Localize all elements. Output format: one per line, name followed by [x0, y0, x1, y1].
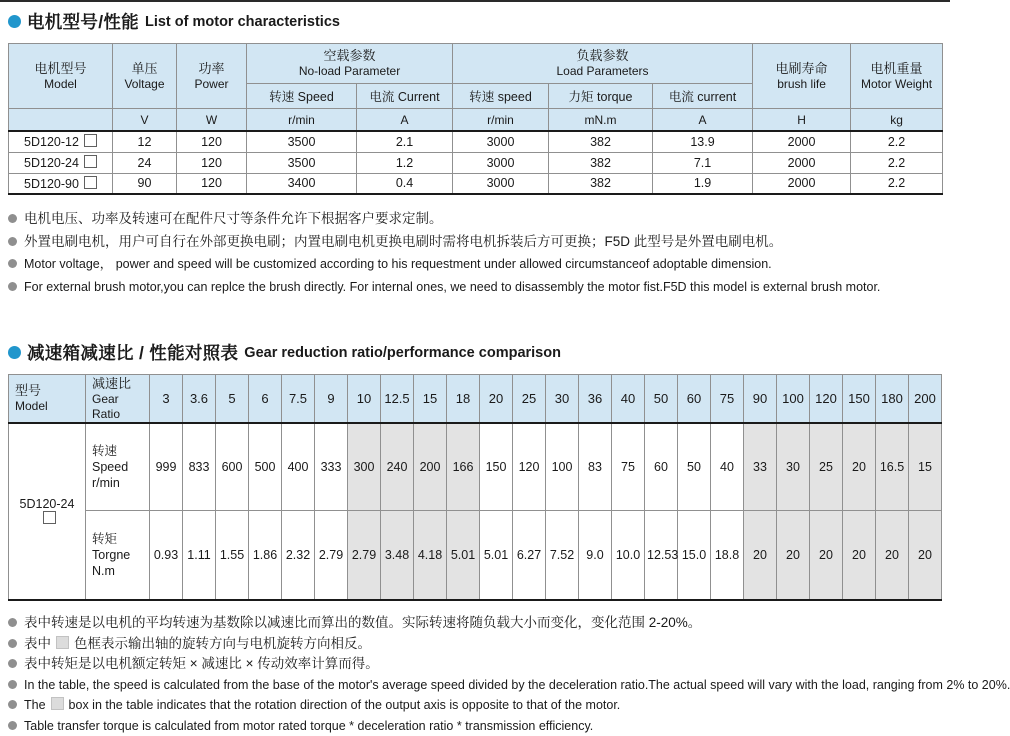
motor-value-cell: 3000 [453, 152, 549, 173]
motor-value-cell: 382 [549, 152, 653, 173]
speed-row-label [86, 423, 150, 511]
speed-value-cell: 50 [678, 423, 711, 511]
speed-value-cell: 240 [381, 423, 414, 511]
subheader-load-torque: 力矩 torque [549, 84, 653, 109]
torque-value-cell: 1.86 [249, 511, 282, 601]
ratio-header-cell: 200 [909, 375, 942, 424]
ratio-header-cell: 60 [678, 375, 711, 424]
speed-row [9, 423, 942, 511]
section2-title [8, 340, 942, 365]
brush-header-cn: 电刷寿命 [775, 60, 828, 76]
ratio-header-cell: 15 [414, 375, 447, 424]
ratio-header-cell: 12.5 [381, 375, 414, 424]
ratio-header-cell: 3.6 [183, 375, 216, 424]
voltage-header-cn: 单压 [131, 60, 158, 76]
section2-title-en: Gear reduction ratio/performance comparison [244, 344, 561, 361]
ratio-header-cell: 18 [447, 375, 480, 424]
speed-label-unit: r/min [92, 476, 120, 491]
bullet-dot-icon [8, 700, 17, 709]
unit-model-empty [9, 109, 113, 132]
torque-value-cell: 5.01 [447, 511, 480, 601]
col-header-power [177, 44, 247, 109]
gear-model-header-en: Model [15, 399, 48, 414]
torque-label-cn: 转矩 [92, 531, 118, 546]
speed-value-cell: 33 [744, 423, 777, 511]
note-line: For external brush motor,you can replce the brush directly. For internal ones, we need to disassembly the motor fist.F5D this model is external brush motor. [8, 276, 942, 299]
voltage-header-en: Voltage [124, 76, 165, 91]
col-header-model [9, 44, 113, 109]
torque-value-cell: 5.01 [480, 511, 513, 601]
blue-bullet-icon [8, 346, 21, 359]
speed-value-cell: 500 [249, 423, 282, 511]
motor-table-row [9, 131, 943, 152]
gray-box-swatch [56, 636, 69, 649]
motor-value-cell: 3400 [247, 173, 357, 194]
motor-table-row [9, 152, 943, 173]
model-header-cn: 电机型号 [34, 60, 87, 76]
ratio-header-cell: 30 [546, 375, 579, 424]
speed-value-cell: 30 [777, 423, 810, 511]
col-header-weight [851, 44, 943, 109]
motor-characteristics-table [8, 43, 943, 195]
bullet-dot-icon [8, 214, 17, 223]
header-row-units [9, 109, 943, 132]
bullet-dot-icon [8, 721, 17, 730]
unit-weight: kg [851, 109, 943, 132]
power-header-cn: 功率 [198, 60, 225, 76]
subheader-noload-speed: 转速 Speed [247, 84, 357, 109]
unit-noload-current: A [357, 109, 453, 132]
ratio-header-cell: 9 [315, 375, 348, 424]
torque-value-cell: 20 [777, 511, 810, 601]
torque-value-cell: 20 [909, 511, 942, 601]
weight-header-cn: 电机重量 [870, 60, 923, 76]
gear-model-cell [9, 423, 86, 600]
col-header-voltage [113, 44, 177, 109]
motor-value-cell: 2.2 [851, 152, 943, 173]
ratio-header-cell: 75 [711, 375, 744, 424]
speed-value-cell: 999 [150, 423, 183, 511]
col-group-noload [247, 44, 453, 84]
motor-value-cell: 24 [113, 152, 177, 173]
power-header-en: Power [194, 76, 229, 91]
motor-value-cell: 120 [177, 152, 247, 173]
speed-value-cell: 75 [612, 423, 645, 511]
weight-header-en: Motor Weight [860, 76, 933, 91]
section2-title-cn: 减速箱减速比 / 性能对照表 [27, 343, 239, 363]
torque-label-en: Torgne [92, 547, 131, 562]
ratio-header-cell: 7.5 [282, 375, 315, 424]
note-line: Motor voltage， power and speed will be customized according to his requestment under allowed circumstanceof adoptable dimension. [8, 253, 942, 276]
gear-col-header-ratio [86, 375, 150, 424]
motor-value-cell: 2000 [753, 173, 851, 194]
torque-value-cell: 1.55 [216, 511, 249, 601]
note-line: In the table, the speed is calculated from the base of the motor's average speed divided by the deceleration ratio.The actual speed will vary with the load, ranging from 2% to 20%. [8, 675, 942, 696]
torque-value-cell: 18.8 [711, 511, 744, 601]
speed-value-cell: 300 [348, 423, 381, 511]
note-line: 电机电压、功率及转速可在配件尺寸等条件允许下根据客户要求定制。 [8, 207, 942, 230]
motor-value-cell: 1.2 [357, 152, 453, 173]
section1-title [8, 9, 942, 34]
speed-value-cell: 200 [414, 423, 447, 511]
torque-value-cell: 10.0 [612, 511, 645, 601]
col-header-brush-life [753, 44, 851, 109]
noload-header-cn: 空载参数 [323, 48, 376, 64]
motor-model-cell: 5D120-90 [9, 173, 113, 194]
load-header-cn: 负载参数 [576, 48, 629, 64]
torque-value-cell: 12.53 [645, 511, 678, 601]
variant-box-icon [43, 511, 56, 524]
torque-value-cell: 9.0 [579, 511, 612, 601]
ratio-header-cell: 25 [513, 375, 546, 424]
speed-value-cell: 400 [282, 423, 315, 511]
motor-value-cell: 2000 [753, 131, 851, 152]
speed-value-cell: 40 [711, 423, 744, 511]
ratio-header-cell: 50 [645, 375, 678, 424]
unit-voltage: V [113, 109, 177, 132]
motor-model-cell: 5D120-12 [9, 131, 113, 152]
motor-notes [8, 207, 942, 299]
speed-value-cell: 833 [183, 423, 216, 511]
ratio-header-cell: 150 [843, 375, 876, 424]
motor-value-cell: 2.1 [357, 131, 453, 152]
torque-value-cell: 2.79 [315, 511, 348, 601]
torque-value-cell: 2.32 [282, 511, 315, 601]
motor-value-cell: 90 [113, 173, 177, 194]
motor-value-cell: 12 [113, 131, 177, 152]
ratio-header-cell: 3 [150, 375, 183, 424]
motor-value-cell: 120 [177, 131, 247, 152]
unit-load-speed: r/min [453, 109, 549, 132]
speed-value-cell: 15 [909, 423, 942, 511]
bullet-dot-icon [8, 659, 17, 668]
ratio-header-cell: 20 [480, 375, 513, 424]
motor-value-cell: 382 [549, 173, 653, 194]
note-line: 表中 色框表示输出轴的旋转方向与电机旋转方向相反。 [8, 634, 942, 655]
speed-label-cn: 转速 [92, 443, 118, 458]
col-group-load [453, 44, 753, 84]
motor-value-cell: 7.1 [653, 152, 753, 173]
gray-box-swatch [51, 697, 64, 710]
unit-power: W [177, 109, 247, 132]
motor-value-cell: 1.9 [653, 173, 753, 194]
gear-ratio-header-en: Gear Ratio [92, 392, 121, 421]
subheader-noload-current: 电流 Current [357, 84, 453, 109]
bullet-dot-icon [8, 282, 17, 291]
torque-value-cell: 2.79 [348, 511, 381, 601]
subheader-load-speed: 转速 speed [453, 84, 549, 109]
gear-ratio-header-cn: 减速比 [92, 376, 132, 391]
torque-value-cell: 20 [843, 511, 876, 601]
bullet-dot-icon [8, 259, 17, 268]
variant-box-icon [84, 134, 97, 147]
motor-value-cell: 3500 [247, 131, 357, 152]
torque-value-cell: 20 [876, 511, 909, 601]
torque-value-cell: 20 [810, 511, 843, 601]
torque-value-cell: 20 [744, 511, 777, 601]
motor-table-body [9, 131, 943, 194]
ratio-header-cell: 36 [579, 375, 612, 424]
speed-value-cell: 100 [546, 423, 579, 511]
torque-row [9, 511, 942, 601]
noload-header-en: No-load Parameter [298, 64, 401, 79]
note-line: 表中转速是以电机的平均转速为基数除以减速比而算出的数值。实际转速将随负载大小而变化，变化范围 2-20%。 [8, 613, 942, 634]
note-line: 外置电刷电机，用户可自行在外部更换电刷；内置电刷电机更换电刷时需将电机拆装后方可更换；F5D 此型号是外置电刷电机。 [8, 230, 942, 253]
variant-box-icon [84, 176, 97, 189]
bullet-dot-icon [8, 237, 17, 246]
speed-value-cell: 25 [810, 423, 843, 511]
ratio-header-cell: 100 [777, 375, 810, 424]
ratio-header-cell: 40 [612, 375, 645, 424]
ratio-header-cell: 10 [348, 375, 381, 424]
motor-value-cell: 3000 [453, 173, 549, 194]
bullet-dot-icon [8, 639, 17, 648]
speed-label-en: Speed [92, 459, 129, 474]
torque-value-cell: 15.0 [678, 511, 711, 601]
speed-value-cell: 83 [579, 423, 612, 511]
catalog-page [0, 9, 1010, 736]
motor-value-cell: 2.2 [851, 173, 943, 194]
unit-noload-speed: r/min [247, 109, 357, 132]
ratio-header-row [9, 375, 942, 424]
speed-value-cell: 20 [843, 423, 876, 511]
speed-value-cell: 600 [216, 423, 249, 511]
torque-label-unit: N.m [92, 564, 115, 579]
speed-value-cell: 166 [447, 423, 480, 511]
subheader-load-current: 电流 current [653, 84, 753, 109]
ratio-header-cell: 6 [249, 375, 282, 424]
torque-value-cell: 3.48 [381, 511, 414, 601]
torque-value-cell: 4.18 [414, 511, 447, 601]
motor-value-cell: 382 [549, 131, 653, 152]
torque-row-label [86, 511, 150, 601]
ratio-header-cell: 90 [744, 375, 777, 424]
note-line: The box in the table indicates that the rotation direction of the output axis is opposite to that of the motor. [8, 695, 942, 716]
motor-table-row [9, 173, 943, 194]
ratio-header-cell: 180 [876, 375, 909, 424]
speed-value-cell: 60 [645, 423, 678, 511]
model-header-en: Model [44, 76, 77, 91]
variant-box-icon [84, 155, 97, 168]
load-header-en: Load Parameters [556, 64, 649, 79]
note-line: Table transfer torque is calculated from motor rated torque * deceleration ratio * transmission efficiency. [8, 716, 942, 736]
gear-model-header-cn: 型号 [15, 383, 42, 399]
speed-value-cell: 16.5 [876, 423, 909, 511]
blue-bullet-icon [8, 15, 21, 28]
unit-brush-life: H [753, 109, 851, 132]
torque-value-cell: 0.93 [150, 511, 183, 601]
motor-value-cell: 120 [177, 173, 247, 194]
torque-value-cell: 7.52 [546, 511, 579, 601]
motor-value-cell: 2000 [753, 152, 851, 173]
brush-header-en: brush life [777, 76, 826, 91]
motor-value-cell: 0.4 [357, 173, 453, 194]
ratio-header-cell: 120 [810, 375, 843, 424]
ratio-header-cell: 5 [216, 375, 249, 424]
bullet-dot-icon [8, 680, 17, 689]
header-row-groups [9, 44, 943, 84]
bullet-dot-icon [8, 618, 17, 627]
section1-title-cn: 电机型号/性能 [27, 12, 139, 32]
gear-notes [8, 613, 1010, 736]
motor-value-cell: 3500 [247, 152, 357, 173]
speed-value-cell: 150 [480, 423, 513, 511]
torque-value-cell: 6.27 [513, 511, 546, 601]
torque-value-cell: 1.11 [183, 511, 216, 601]
speed-value-cell: 120 [513, 423, 546, 511]
motor-value-cell: 13.9 [653, 131, 753, 152]
section1-title-en: List of motor characteristics [144, 13, 340, 30]
motor-value-cell: 2.2 [851, 131, 943, 152]
gear-model-text: 5D120-24 [19, 497, 75, 512]
motor-model-cell: 5D120-24 [9, 152, 113, 173]
unit-load-torque: mN.m [549, 109, 653, 132]
note-line: 表中转矩是以电机额定转矩 × 减速比 × 传动效率计算而得。 [8, 654, 942, 675]
gear-col-header-model [9, 375, 86, 424]
gear-ratio-table [8, 374, 942, 601]
unit-load-current: A [653, 109, 753, 132]
motor-value-cell: 3000 [453, 131, 549, 152]
speed-value-cell: 333 [315, 423, 348, 511]
